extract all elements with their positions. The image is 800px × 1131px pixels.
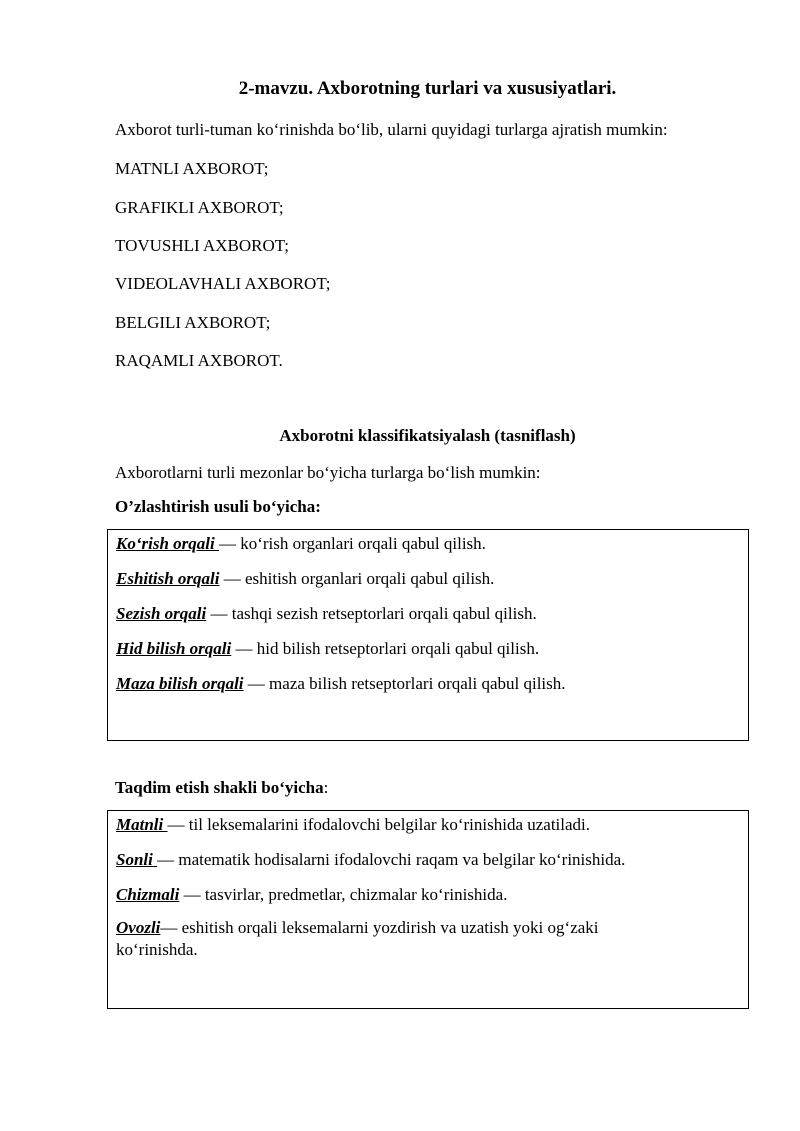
term: Sonli [116, 850, 158, 869]
list-item [116, 850, 740, 870]
type-item: TOVUSHLI AXBOROT; [115, 236, 289, 255]
term: Matnli [116, 815, 168, 834]
definition: — hid bilish retseptorlari orqali qabul qilish. [231, 639, 540, 658]
term: Sezish orqali [116, 604, 207, 623]
presentation-box [107, 810, 749, 1009]
term: Maza bilish orqali [116, 674, 244, 693]
type-item: VIDEOLAVHALI AXBOROT; [115, 274, 331, 293]
list-item [116, 604, 740, 624]
list-item [116, 569, 740, 589]
type-item: RAQAMLI AXBOROT. [115, 351, 283, 370]
page-title: 2-mavzu. Axborotning turlari va xususiyatlari. [238, 78, 617, 99]
term: Hid bilish orqali [116, 639, 232, 658]
section-heading-colon: : [323, 778, 329, 797]
list-item [116, 917, 658, 961]
list-item [116, 674, 740, 694]
list-item [116, 885, 740, 905]
type-item: BELGILI AXBOROT; [115, 313, 271, 332]
definition: — til leksemalarini ifodalovchi belgilar ko‘rinishida uzatiladi. [167, 815, 591, 834]
type-item: GRAFIKLI AXBOROT; [115, 198, 284, 217]
term: Ko‘rish orqali [116, 534, 219, 553]
definition: — maza bilish retseptorlari orqali qabul qilish. [243, 674, 566, 693]
list-item [116, 534, 740, 554]
term: Chizmali [116, 885, 180, 904]
intro-paragraph: Axborot turli-tuman ko‘rinishda bo‘lib, ularni quyidagi turlarga ajratish mumkin: [115, 120, 668, 139]
definition: — eshitish organlari orqali qabul qilish. [219, 569, 495, 588]
term: Eshitish orqali [116, 569, 220, 588]
section-heading-text: Taqdim etish shakli bo‘yicha [115, 778, 324, 797]
list-item [116, 639, 740, 659]
classification-heading: Axborotni klassifikatsiyalash (tasniflash) [279, 426, 576, 445]
definition: — matematik hodisalarni ifodalovchi raqam va belgilar ko‘rinishida. [157, 850, 626, 869]
section-heading-presentation [115, 778, 328, 798]
section-heading-perception: O’zlashtirish usuli bo‘yicha: [115, 497, 321, 516]
definition: — tashqi sezish retseptorlari orqali qabul qilish. [206, 604, 537, 623]
term: Ovozli [116, 918, 161, 937]
type-item: MATNLI AXBOROT; [115, 159, 269, 178]
definition: — eshitish orqali leksemalarni yozdirish va uzatish yoki og‘zaki ko‘rinishda. [116, 918, 599, 959]
definition: — tasvirlar, predmetlar, chizmalar ko‘rinishida. [179, 885, 508, 904]
classification-intro: Axborotlarni turli mezonlar bo‘yicha turlarga bo‘lish mumkin: [115, 463, 541, 482]
definition: — ko‘rish organlari orqali qabul qilish. [218, 534, 486, 553]
perception-box [107, 529, 749, 741]
list-item [116, 815, 740, 835]
